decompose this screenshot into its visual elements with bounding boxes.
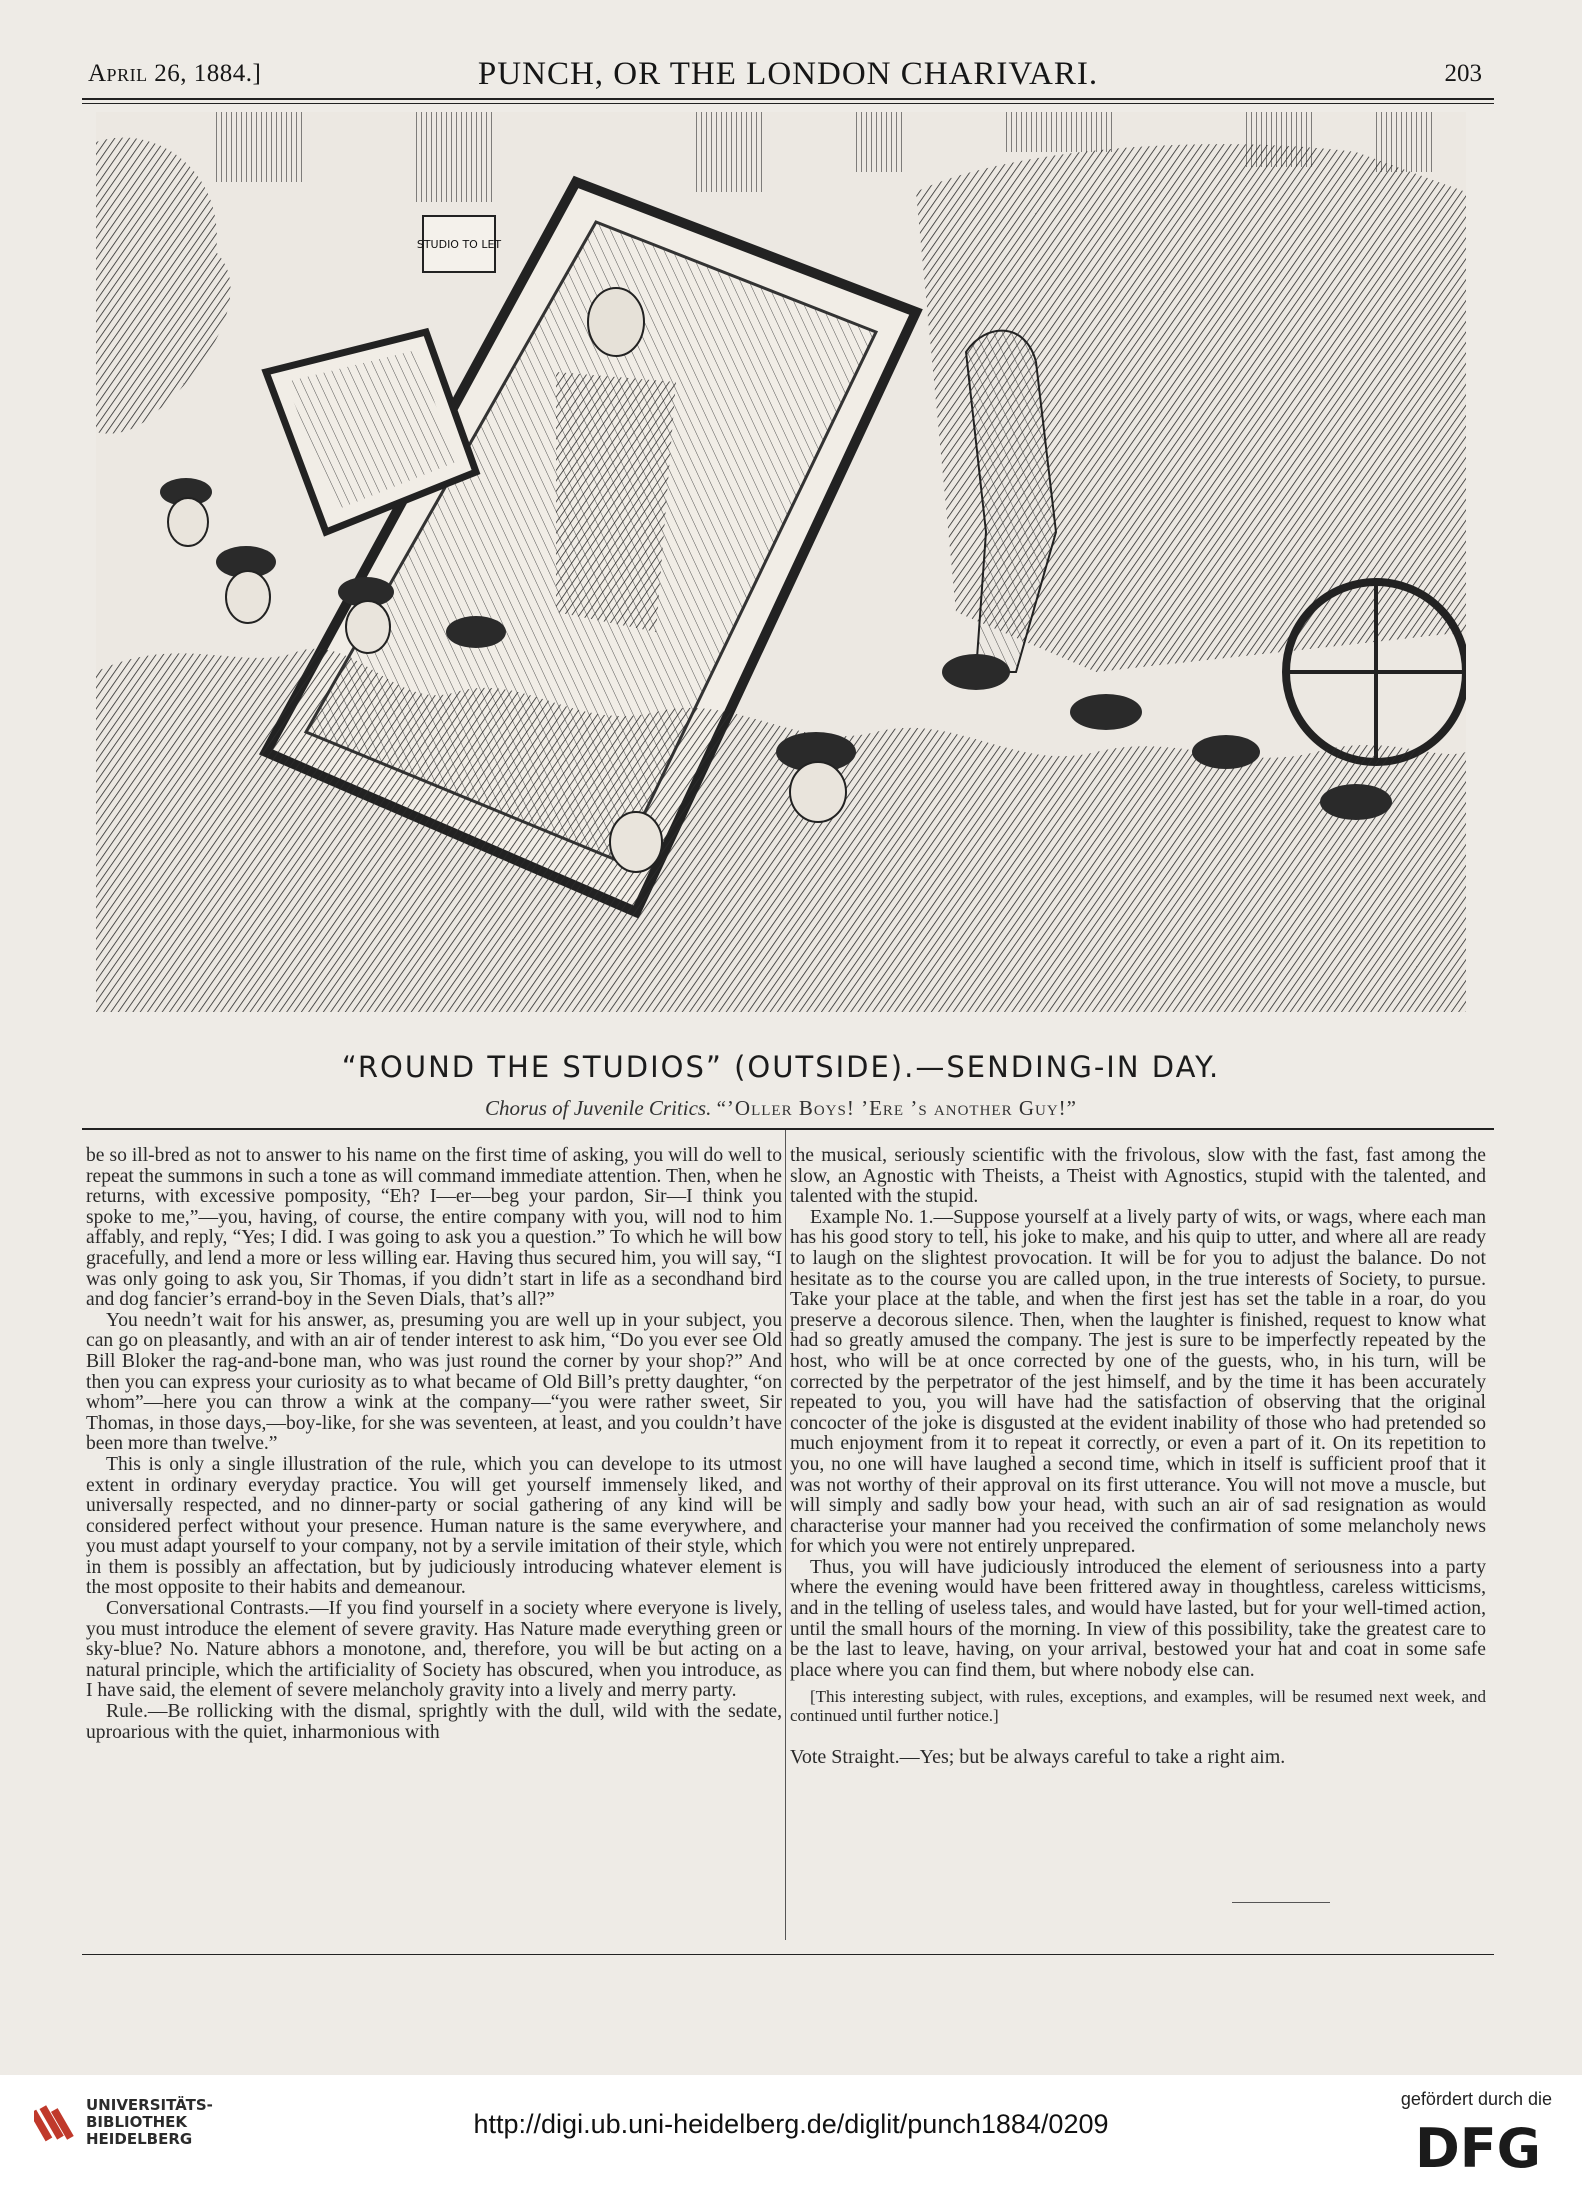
library-name-line: BIBLIOTHEK [86,2113,187,2131]
chorus-text: “’Oller Boys! ’Ere ’s another Guy!” [716,1096,1077,1120]
chorus-label: Chorus of Juvenile Critics. [485,1096,712,1120]
paragraph: You needn’t wait for his answer, as, presuming you are well up in your subject, you can go on pleasantly, and with an air of tender interest to ask him, “Do you ever see Old Bill Bloker the rag-and-bone man, who was just round the corner by your shop?” And then you can express your curiosity as to what became of Old Bill’s pretty daughter, “on whom”—here you can throw a wink at the company—“you were rather sweet, Sir Thomas, in those days,—boy-like, for she was seventeen, at least, and you couldn’t have been more than twelve.” [86,1309,782,1455]
article-column-left [86,1146,782,1743]
paragraph: This is only a single illustration of the rule, which you can develope to its utmost extent in ordinary everyday practice. You will get yourself immensely liked, and universally respected, and no dinner-party or social gathering of any kind will be considered perfect without your presence. Human nature is the same everywhere, and you must adapt yourself to your company, not by a servile imitation of their style, which in them is possibly an affectation, but by judiciously introducing whatever element is the most opposite to their habits and demeanour. [86,1453,782,1599]
editor-note: [This interesting subject, with rules, exceptions, and examples, will be resumed next week, and continued until further notice.] [790,1687,1486,1726]
bottom-rule [82,1954,1494,1955]
article-column-right [790,1146,1486,1768]
paragraph: Conversational Contrasts.—If you find yourself in a society where everyone is lively, you must introduce the element of severe gravity. Has Nature made everything green or sky-blue? No. Nature abhors a monotone, and, therefore, you will be but acting on a natural principle, which the artificiality of Society has obscured, when you introduce, as I have said, the element of severe melancholy gravity into a lively and merry party. [86,1598,782,1702]
library-name-line: UNIVERSITÄTS- [86,2096,213,2114]
paragraph: Example No. 1.—Suppose yourself at a lively party of wits, or wags, where each man has his good story to tell, his joke to make, and his quip to utter, and where all are ready to laugh on the slightest provocation. It will be for you to adjust the balance. Do not hesitate as to the course you are called upon, in the true interests of Society, to pursue. Take your place at the table, and when the first jest has set the table in a roar, do you preserve a decorous silence. Then, when the laughter is finished, request to know what had so greatly amused the company. The jest is sure to be imperfectly repeated by the host, who will be at once corrected by one of the guests, who, in his turn, will be corrected by the perpetrator of the jest himself, and by the time it has been accurately repeated to you, you will have had the satisfaction of observing that the original concocter of the joke is disgusted at the evident inability of those who had pretended so much enjoyment from it to repeat it correctly, or even a part of it. On its repetition to you, no one will have laughed a second time, which in itself is sufficient proof that it was not worthy of their approval on its first utterance. You will not move a muscle, but will simply and sadly bow your head, with such an air of sad resignation as would characterise your manner had you received the confirmation of some melancholy news for which you were not entirely unprepared. [790,1206,1486,1558]
header-rule-thin [82,103,1494,104]
funding-label: gefördert durch die [1400,2089,1552,2109]
dfg-logo-icon[interactable] [1404,2117,1552,2173]
studio-sign-text: STUDIO TO LET [416,238,502,251]
header-title: PUNCH, OR THE LONDON CHARIVARI. [477,56,1099,92]
vote-straight-paragraph: Vote Straight.—Yes; but be always careful to take a right aim. [790,1746,1286,1769]
header-rule [82,98,1494,100]
illustration-caption-title: “ROUND THE STUDIOS” (OUTSIDE).—SENDING-IN DAY. [341,1050,1221,1084]
page-header [82,56,1494,96]
library-name-line: HEIDELBERG [86,2130,193,2148]
column-divider [785,1130,786,1940]
paragraph: the musical, seriously scientific with the frivolous, slow with the fast, fast among the slow, an Agnostic with Theists, a Theist with Agnostics, stupid with the talented, and talented with the stupid. [790,1145,1486,1208]
caption-rule [82,1128,1494,1130]
paragraph: Rule.—Be rollicking with the dismal, sprightly with the dull, wild with the sedate, uproarious with the quiet, inharmonious with [86,1701,782,1743]
source-url[interactable]: http://digi.ub.uni-heidelberg.de/diglit/punch1884/0209 [473,2109,1109,2139]
dfg-logo-text: DFG [1414,2117,1542,2173]
engraving-illustration [96,112,1466,1012]
paragraph: be so ill-bred as not to answer to his name on the first time of asking, you will do well to repeat the summons in such a tone as will command immediate attention. Then, when he returns, with excessive pomposity, “Eh? I—er—beg your pardon, Sir—I think you spoke to me,”—you, having, of course, the entire company with you, will nod to him affably, and reply, “Yes; I did. I was going to ask you a question.” To which he will bow gracefully, and lend a more or less willing ear. Having thus secured him, you will say, “I was only going to ask you, Sir Thomas, if you didn’t start in life as a secondhand bird and dog fancier’s errand-boy in the Seven Dials, that’s all?” [86,1145,782,1311]
paragraph: Thus, you will have judiciously introduced the element of seriousness into a party where the evening would have been frittered away in thoughtless, careless witticisms, and in the telling of useless tales, and would have lasted, but for your well-timed action, until the small hours of the morning. In view of this possibility, take the greatest care to be the last to leave, having, on your arrival, bestowed your hat and coat in some safe place where you can find them, but where nobody else can. [790,1556,1486,1681]
digitization-footer [0,2075,1582,2185]
illustration-caption-chorus [96,1096,1466,1121]
short-rule [1232,1902,1330,1903]
header-date: April 26, 1884.] [88,60,262,87]
page-number: 203 [1444,60,1482,87]
